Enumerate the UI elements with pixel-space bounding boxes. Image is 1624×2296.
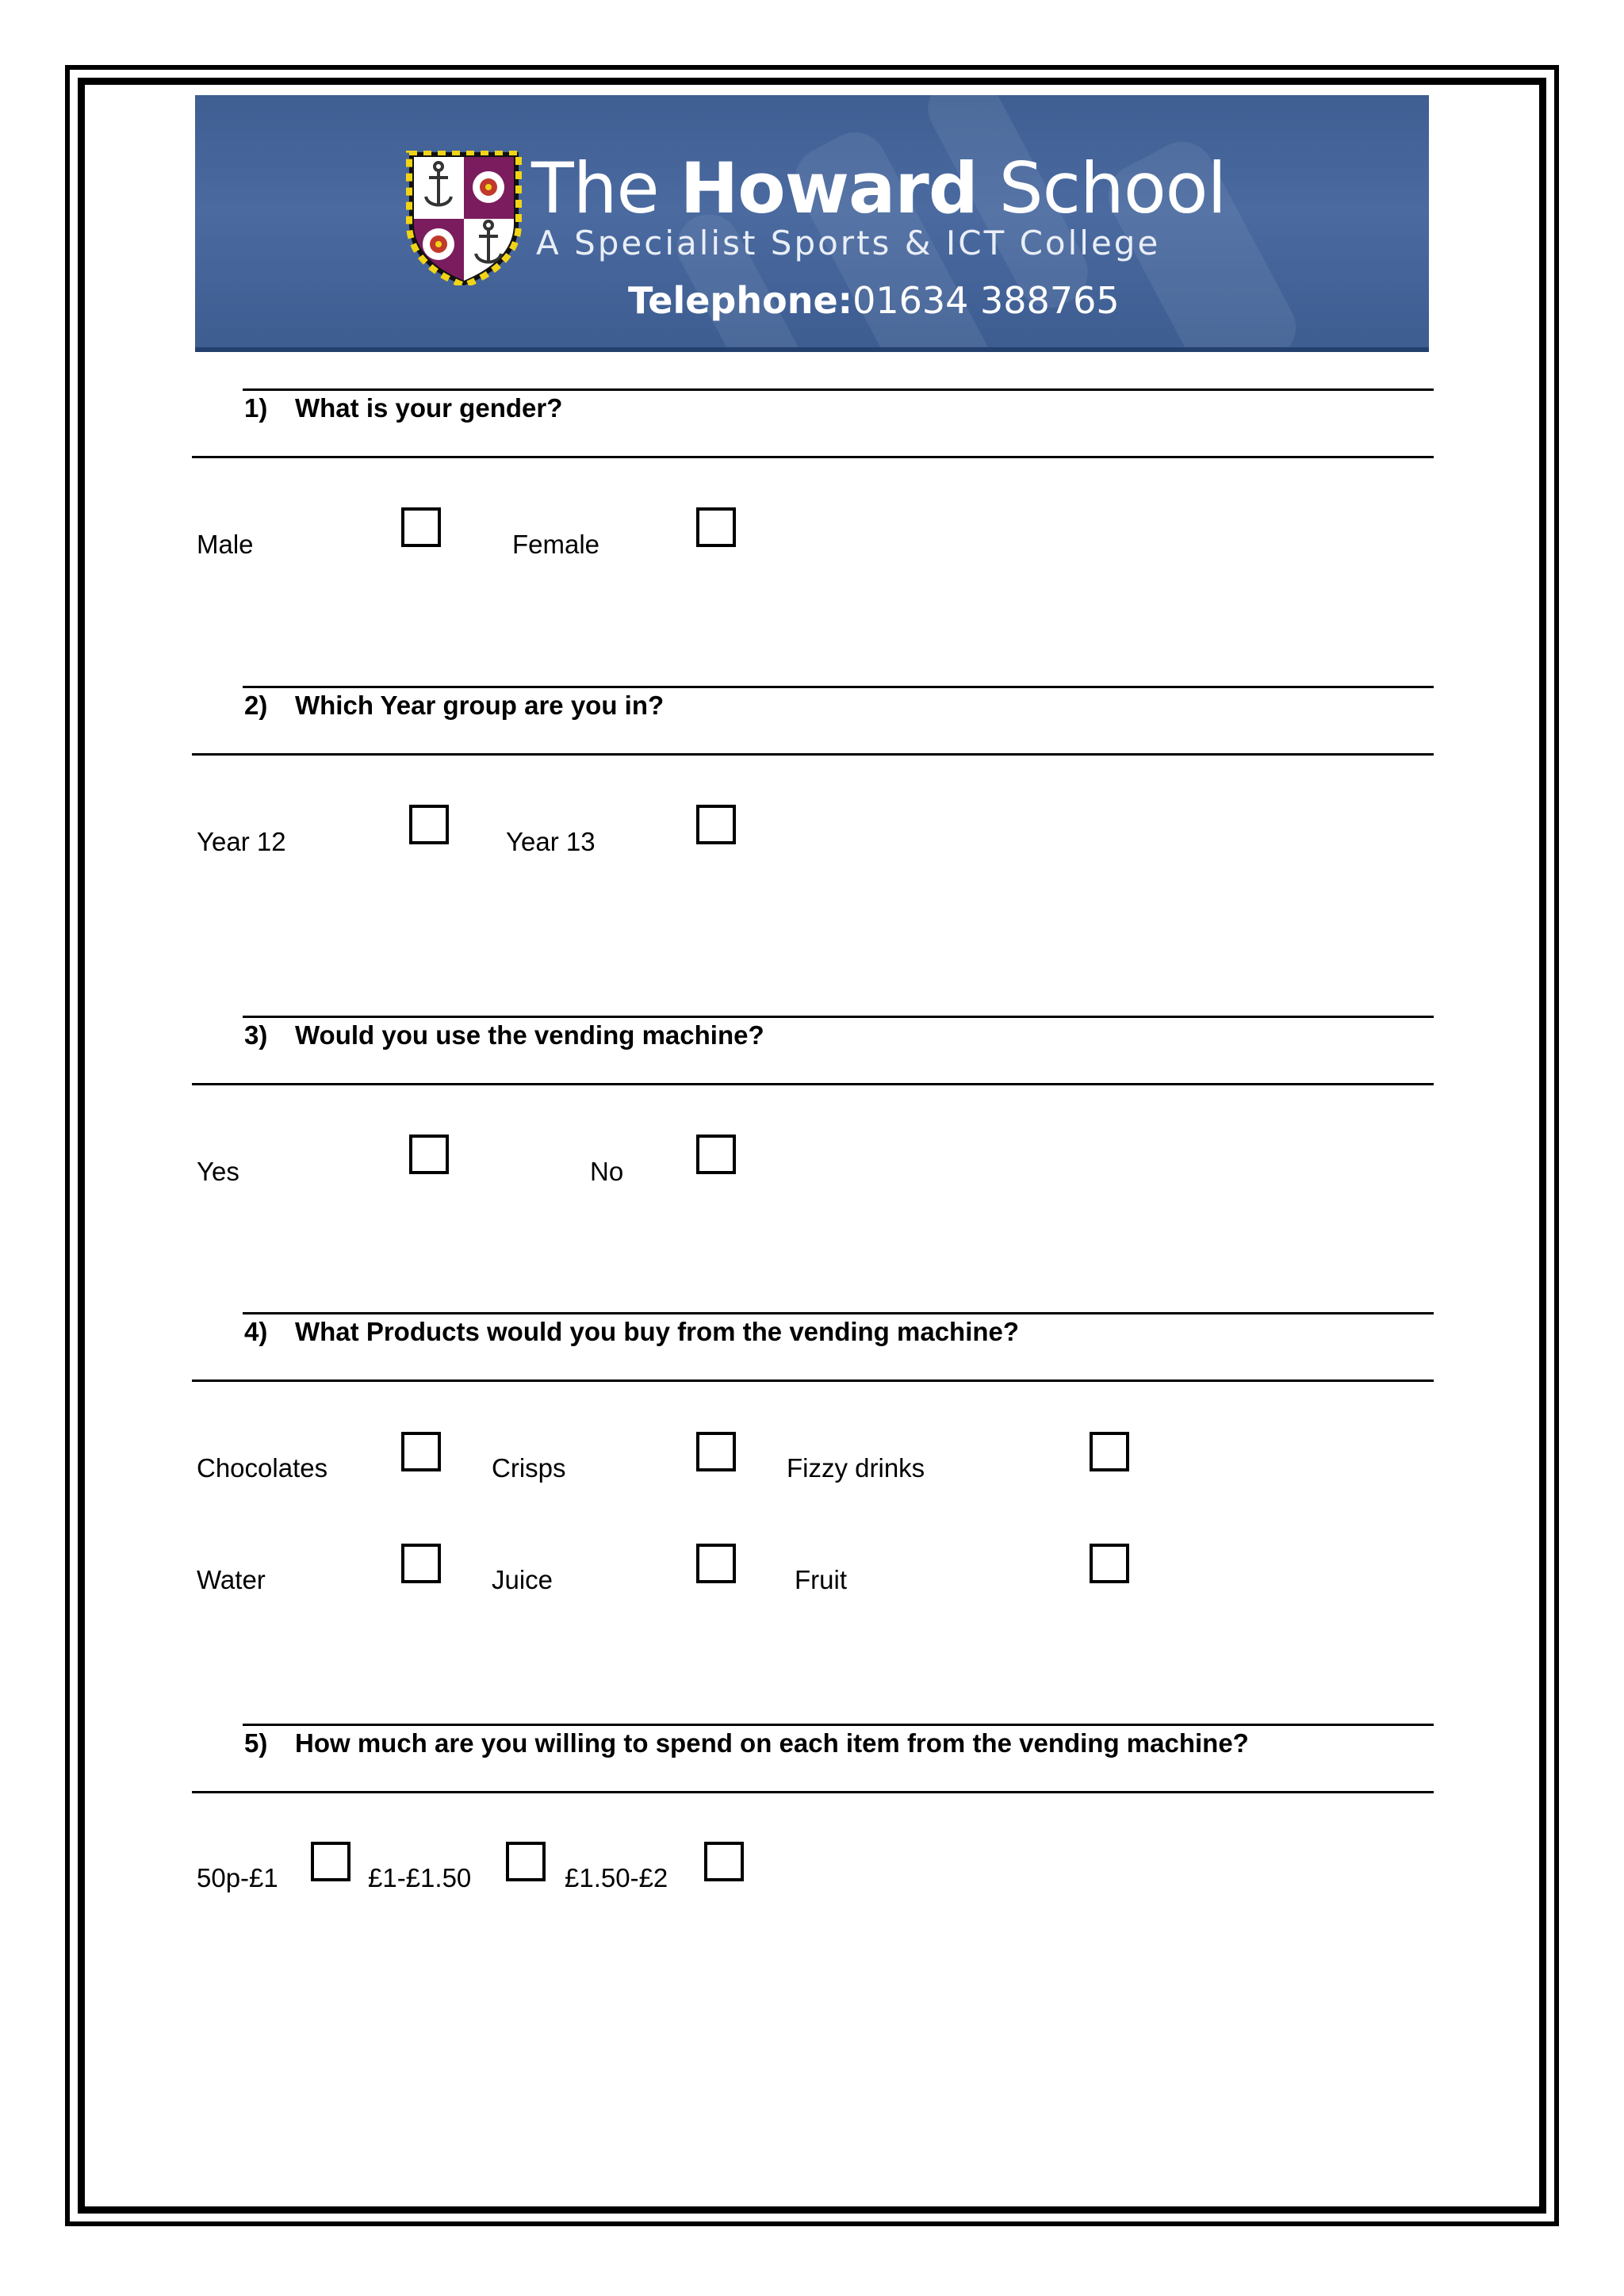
option-yes-label: Yes	[197, 1157, 239, 1186]
option-no-label: No	[590, 1157, 624, 1186]
question-1-top-rule	[243, 388, 1434, 391]
checkbox-1-50-2[interactable]	[704, 1842, 744, 1881]
checkbox-chocolates[interactable]	[401, 1432, 441, 1471]
option-year-13-label: Year 13	[506, 827, 596, 856]
checkbox-fruit[interactable]	[1090, 1544, 1129, 1583]
checkbox-year-12[interactable]	[409, 805, 449, 844]
question-2-number: 2)	[244, 691, 268, 720]
question-4-text: What Products would you buy from the vending machine?	[295, 1317, 1020, 1346]
checkbox-crisps[interactable]	[696, 1432, 736, 1471]
option-male-label: Male	[197, 530, 254, 559]
question-3-bottom-rule	[192, 1083, 1434, 1085]
checkbox-yes[interactable]	[409, 1135, 449, 1174]
question-3-text: Would you use the vending machine?	[295, 1020, 764, 1050]
school-name: The Howard School	[531, 147, 1226, 229]
question-1-number: 1)	[244, 393, 268, 423]
question-2-top-rule	[243, 686, 1434, 688]
school-tagline: A Specialist Sports & ICT College	[536, 224, 1161, 262]
school-banner	[195, 95, 1429, 352]
option-fizzy-drinks-label: Fizzy drinks	[787, 1453, 925, 1483]
checkbox-juice[interactable]	[696, 1544, 736, 1583]
question-4-number: 4)	[244, 1317, 268, 1346]
option-water-label: Water	[197, 1565, 266, 1594]
option-juice-label: Juice	[492, 1565, 553, 1594]
option-female-label: Female	[512, 530, 600, 559]
question-3-number: 3)	[244, 1020, 268, 1050]
question-5-text: How much are you willing to spend on each item from the vending machine?	[295, 1728, 1249, 1758]
checkbox-water[interactable]	[401, 1544, 441, 1583]
question-2-text: Which Year group are you in?	[295, 691, 665, 720]
checkbox-year-13[interactable]	[696, 805, 736, 844]
school-crest-icon	[404, 151, 523, 285]
option-1-1-50-label: £1-£1.50	[368, 1863, 472, 1892]
checkbox-1-1-50[interactable]	[506, 1842, 546, 1881]
checkbox-male[interactable]	[401, 507, 441, 547]
checkbox-fizzy-drinks[interactable]	[1090, 1432, 1129, 1471]
option-chocolates-label: Chocolates	[197, 1453, 328, 1483]
option-year-12-label: Year 12	[197, 827, 286, 856]
checkbox-no[interactable]	[696, 1135, 736, 1174]
question-4-top-rule	[243, 1312, 1434, 1314]
school-telephone: Telephone:01634 388765	[628, 279, 1120, 322]
question-5-bottom-rule	[192, 1791, 1434, 1793]
question-5-top-rule	[243, 1724, 1434, 1726]
option-50p-1-label: 50p-£1	[197, 1863, 278, 1892]
question-3-top-rule	[243, 1016, 1434, 1018]
option-1-50-2-label: £1.50-£2	[565, 1863, 668, 1892]
checkbox-50p-1[interactable]	[311, 1842, 350, 1881]
question-1-text: What is your gender?	[295, 393, 563, 423]
question-4-bottom-rule	[192, 1380, 1434, 1382]
question-5-number: 5)	[244, 1728, 268, 1758]
question-2-bottom-rule	[192, 753, 1434, 756]
checkbox-female[interactable]	[696, 507, 736, 547]
question-1-bottom-rule	[192, 456, 1434, 458]
option-fruit-label: Fruit	[795, 1565, 847, 1594]
option-crisps-label: Crisps	[492, 1453, 566, 1483]
